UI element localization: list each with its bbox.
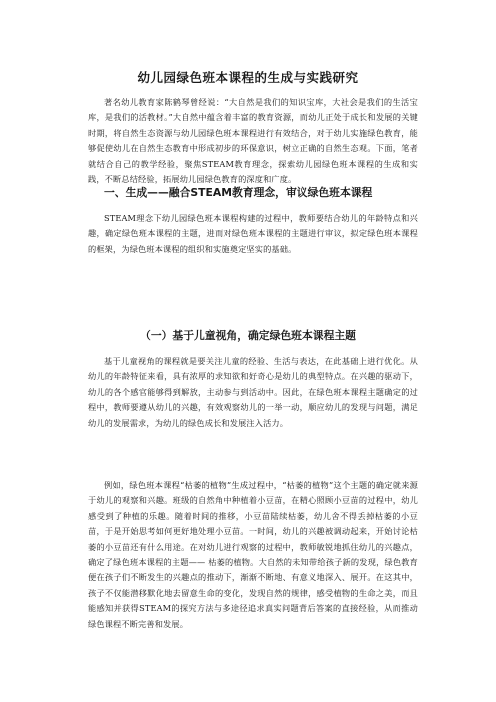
document-title: 幼儿园绿色班本课程的生成与实践研究 — [137, 70, 359, 85]
subsection-1-paragraph-1: 基于儿童视角的课程就是要关注儿童的经验、生活与表达，在此基础上进行优化。从幼儿的年龄特征来看，具有浓厚的求知欲和好奇心是幼儿的典型特点。在兴趣的驱动下，幼儿的各个感官能够得到解放，主动参与到活动中。因此，在绿色班本课程主题确定的过程中，教师要遵从幼儿的兴趣，有效观察幼儿的一举一动，顺应幼儿的发现与问题，满足幼儿的发展需求，为幼儿的绿色成长和发展注入活力。 — [88, 356, 418, 428]
intro-paragraph: 著名幼儿教育家陈鹤琴曾经说：“大自然是我们的知识宝库，大社会是我们的生活宝库，是我们的活教材。”大自然中蕴含着丰富的教育资源，而幼儿正处于成长和发展的关键时期，将自然生态资源与幼儿园绿色班本课程进行有效结合，对于幼儿实施绿色教育，能够促使幼儿在自然生态教育中形成初步的环保意识，树立正确的自然生态观。下面，笔者就结合自己的教学经验，聚焦STEAM教育理念，探索幼儿园绿色班本课程的生成和实践，不断总结经验，拓展幼儿园绿色教育的深度和广度。 — [88, 97, 418, 185]
subsection-1-heading: （一）基于儿童视角，确定绿色班本课程主题 — [140, 329, 356, 342]
subsection-1-paragraph-2: 例如，绿色班本课程“枯萎的植物”生成过程中，“枯萎的植物”这个主题的确定就来源于幼儿的观察和兴趣。班级的自然角中种植着小豆苗，在精心照顾小豆苗的过程中，幼儿感受到了种植的乐趣。随着时间的推移，小豆苗陆续枯萎，幼儿舍不得丢掉枯萎的小豆苗，于是开始思考如何更好地处理小豆苗。一时间，幼儿的兴趣被调动起来，开始讨论枯萎的小豆苗还有什么用途。在对幼儿进行观察的过程中，教师敏锐地抓住幼儿的兴趣点，确定了绿色班本课程的主题—— 枯萎的植物。大自然的未知带给孩子新的发现，绿色教育便在孩子们不断发生的兴趣点的推动下，渐渐不断地、有意义地深入、展开。在这其中，孩子不仅能潜移默化地去留意生命的变化，发现自然的规律，感受植物的生命之美，而且能感知并获得STEAM的探究方法与多途径追求真实问题背后答案的直接经验，从而推动绿色课程不断完善和发展。 — [88, 480, 418, 629]
section-1-paragraph: STEAM理念下幼儿园绿色班本课程构建的过程中，教师要结合幼儿的年龄特点和兴趣，确定绿色班本课程的主题，进而对绿色班本课程的主题进行审议，拟定绿色班本课程的框架，为绿色班本课程的组织和实施奠定坚实的基础。 — [88, 213, 418, 254]
section-1-heading: 一、生成——融合STEAM教育理念，审议绿色班本课程 — [104, 186, 373, 199]
